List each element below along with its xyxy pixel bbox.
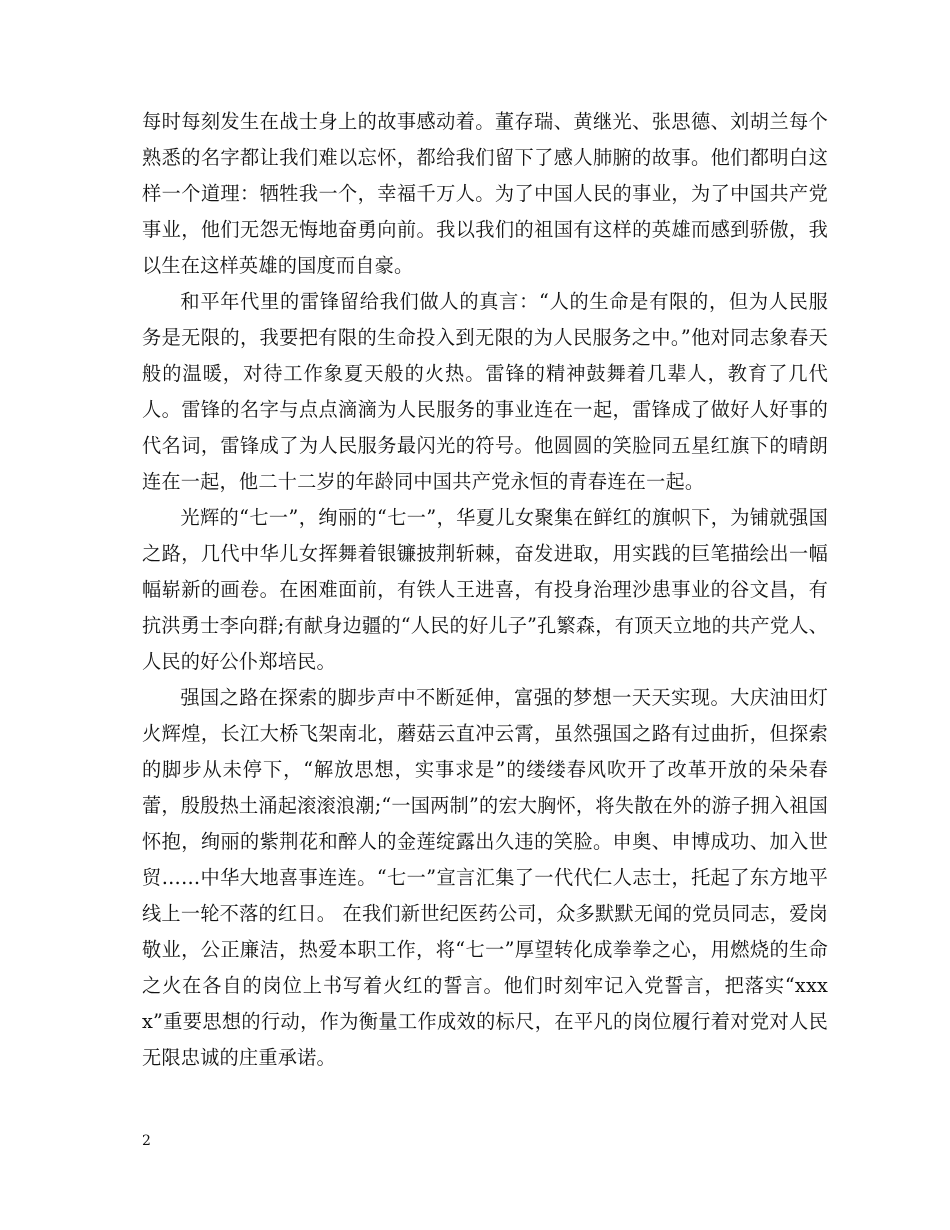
paragraph-2: 和平年代里的雷锋留给我们做人的真言：“人的生命是有限的，但为人民服务是无限的，我要把有限的生命投入到无限的为人民服务之中。”他对同志象春天般的温暖，对待工作象夏天般的火热。雷锋的精神鼓舞着几辈人，教育了几代人。雷锋的名字与点点滴滴为人民服务的事业连在一起，雷锋成了做好人好事的代名词，雷锋成了为人民服务最闪光的符号。他圆圆的笑脸同五星红旗下的晴朗连在一起，他二十二岁的年龄同中国共产党永恒的青春连在一起。 — [142, 290, 828, 493]
paragraph-3: 光辉的“七一”，绚丽的“七一”，华夏儿女聚集在鲜红的旗帜下，为铺就强国之路，几代中华儿女挥舞着银镰披荆斩棘，奋发进取，用实践的巨笔描绘出一幅幅崭新的画卷。在困难面前，有铁人王进喜，有投身治理沙患事业的谷文昌，有抗洪勇士李向群;有献身边疆的“人民的好儿子”孔繁森，有顶天立地的共产党人、人民的好公仆郑培民。 — [142, 506, 828, 673]
paragraph-1: 每时每刻发生在战士身上的故事感动着。董存瑞、黄继光、张思德、刘胡兰每个熟悉的名字都让我们难以忘怀，都给我们留下了感人肺腑的故事。他们都明白这样一个道理：牺牲我一个，幸福千万人。为了中国人民的事业，为了中国共产党事业，他们无怨无悔地奋勇向前。我以我们的祖国有这样的英雄而感到骄傲，我以生在这样英雄的国度而自豪。 — [142, 110, 828, 277]
body-text — [142, 104, 828, 1076]
page-number: 2 — [142, 1133, 151, 1149]
paragraph-4: 强国之路在探索的脚步声中不断延伸，富强的梦想一天天实现。大庆油田灯火辉煌，长江大桥飞架南北，蘑菇云直冲云霄，虽然强国之路有过曲折，但探索的脚步从未停下，“解放思想，实事求是”的缕缕春风吹开了改革开放的朵朵春蕾，殷殷热土涌起滚滚浪潮;“一国两制”的宏大胸怀，将失散在外的游子拥入祖国怀抱，绚丽的紫荆花和醉人的金莲绽露出久违的笑脸。申奥、申博成功、加入世贸……中华大地喜事连连。“七一”宣言汇集了一代代仁人志士，托起了东方地平线上一轮不落的红日。 在我们新世纪医药公司，众多默默无闻的党员同志，爱岗敬业，公正廉洁，热爱本职工作，将“七一”厚望转化成拳拳之心，用燃烧的生命之火在各自的岗位上书写着火红的誓言。他们时刻牢记入党誓言，把落实“xxxx”重要思想的行动，作为衡量工作成效的标尺，在平凡的岗位履行着对党对人民无限忠诚的庄重承诺。 — [142, 686, 828, 1069]
